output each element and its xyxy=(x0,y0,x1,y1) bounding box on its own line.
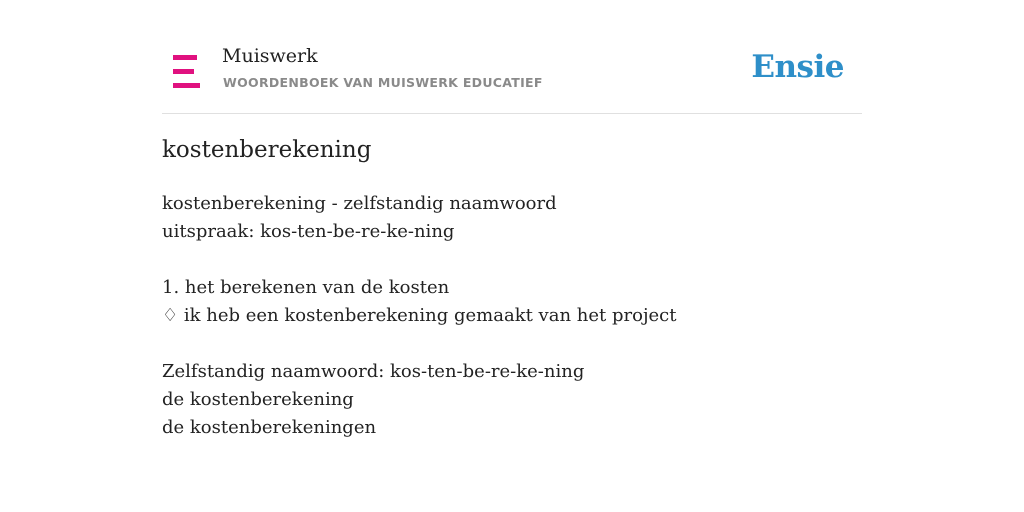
page xyxy=(162,0,862,438)
muiswerk-logo-icon[interactable] xyxy=(173,55,200,88)
site-name[interactable]: Muiswerk xyxy=(222,45,318,67)
entry-line-plural: de kostenberekeningen xyxy=(162,417,377,438)
entry-line-example: ♢ ik heb een kostenberekening gemaakt van het project xyxy=(162,305,677,326)
entry-line-blank xyxy=(162,246,677,274)
site-subtitle: WOORDENBOEK VAN MUISWERK EDUCATIEF xyxy=(223,75,543,90)
ensie-logo[interactable]: Ensie xyxy=(751,49,844,85)
entry-body xyxy=(162,190,677,442)
entry-line-definition: 1. het berekenen van de kosten xyxy=(162,277,450,298)
entry-line-pronunciation: uitspraak: kos-ten-be-re-ke-ning xyxy=(162,221,455,242)
entry-line-hyphenation: Zelfstandig naamwoord: kos-ten-be-re-ke-ning xyxy=(162,361,585,382)
entry-line-word-class: kostenberekening - zelfstandig naamwoord xyxy=(162,193,557,214)
entry-line-blank xyxy=(162,330,677,358)
entry-line-singular: de kostenberekening xyxy=(162,389,354,410)
site-header xyxy=(162,0,862,114)
entry-title: kostenberekening xyxy=(162,137,372,163)
